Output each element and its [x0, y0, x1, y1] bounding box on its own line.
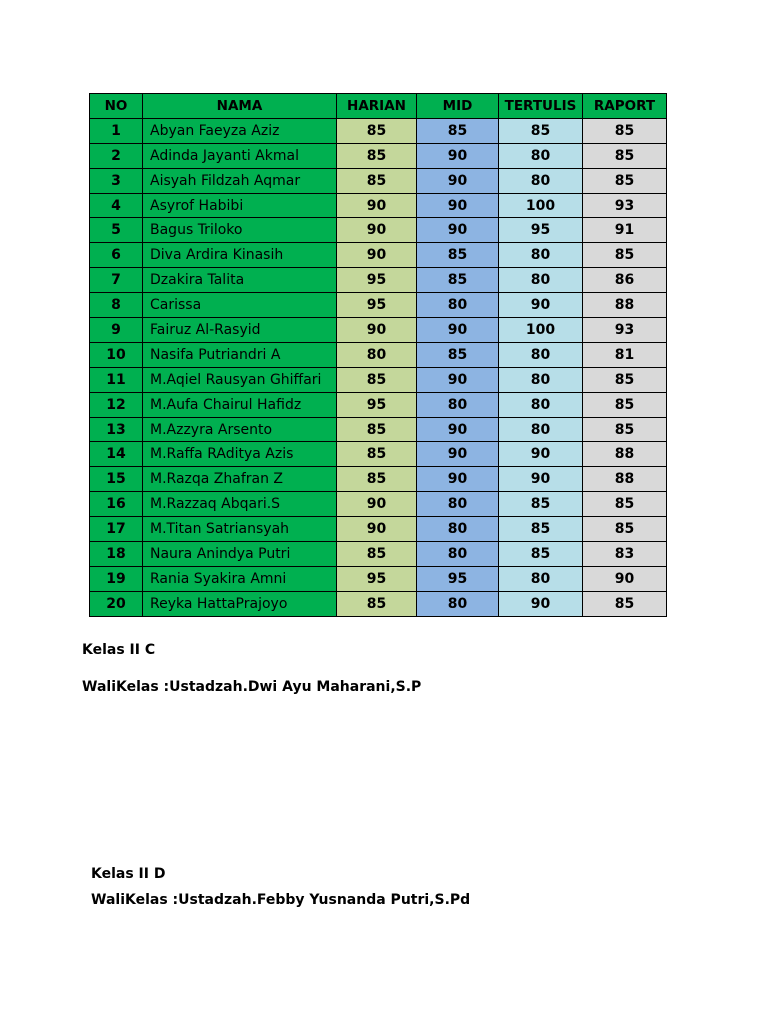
score-harian: 95: [337, 293, 417, 318]
score-harian: 85: [337, 591, 417, 616]
score-tertulis: 80: [499, 367, 583, 392]
score-harian: 85: [337, 367, 417, 392]
class-label-ii-c: Kelas II C: [82, 642, 156, 658]
score-tertulis: 80: [499, 143, 583, 168]
header-harian: HARIAN: [337, 94, 417, 119]
header-nama: NAMA: [143, 94, 337, 119]
table-row: [90, 318, 667, 343]
table-row: [90, 143, 667, 168]
score-raport: 85: [583, 492, 667, 517]
score-harian: 85: [337, 118, 417, 143]
student-name: Abyan Faeyza Aziz: [143, 118, 337, 143]
score-mid: 90: [417, 143, 499, 168]
student-name: Diva Ardira Kinasih: [143, 243, 337, 268]
table-row: [90, 542, 667, 567]
student-name: Bagus Triloko: [143, 218, 337, 243]
row-number: 17: [90, 517, 143, 542]
score-mid: 80: [417, 392, 499, 417]
table-row: [90, 243, 667, 268]
row-number: 20: [90, 591, 143, 616]
row-number: 13: [90, 417, 143, 442]
homeroom-teacher-ii-c: WaliKelas :Ustadzah.Dwi Ayu Maharani,S.P: [82, 679, 422, 695]
row-number: 19: [90, 566, 143, 591]
row-number: 1: [90, 118, 143, 143]
score-tertulis: 85: [499, 542, 583, 567]
header-raport: RAPORT: [583, 94, 667, 119]
score-harian: 90: [337, 517, 417, 542]
homeroom-teacher-ii-d: WaliKelas :Ustadzah.Febby Yusnanda Putri,S.Pd: [91, 892, 471, 908]
score-harian: 85: [337, 417, 417, 442]
score-tertulis: 80: [499, 392, 583, 417]
table-row: [90, 392, 667, 417]
score-harian: 95: [337, 268, 417, 293]
student-name: Nasifa Putriandri A: [143, 342, 337, 367]
table-row: [90, 193, 667, 218]
score-mid: 80: [417, 517, 499, 542]
student-name: Asyrof Habibi: [143, 193, 337, 218]
row-number: 5: [90, 218, 143, 243]
score-mid: 90: [417, 193, 499, 218]
score-harian: 90: [337, 193, 417, 218]
score-harian: 85: [337, 168, 417, 193]
student-name: Carissa: [143, 293, 337, 318]
header-row: [90, 94, 667, 119]
score-raport: 85: [583, 143, 667, 168]
row-number: 10: [90, 342, 143, 367]
score-mid: 90: [417, 442, 499, 467]
score-tertulis: 80: [499, 243, 583, 268]
score-raport: 93: [583, 193, 667, 218]
table-row: [90, 268, 667, 293]
table-row: [90, 118, 667, 143]
header-tertulis: TERTULIS: [499, 94, 583, 119]
row-number: 15: [90, 467, 143, 492]
row-number: 3: [90, 168, 143, 193]
score-mid: 80: [417, 293, 499, 318]
score-tertulis: 80: [499, 417, 583, 442]
score-raport: 85: [583, 367, 667, 392]
row-number: 2: [90, 143, 143, 168]
score-tertulis: 85: [499, 517, 583, 542]
row-number: 18: [90, 542, 143, 567]
score-mid: 80: [417, 542, 499, 567]
grades-table: [89, 93, 667, 617]
score-harian: 80: [337, 342, 417, 367]
score-mid: 85: [417, 342, 499, 367]
student-name: Naura Anindya Putri: [143, 542, 337, 567]
score-tertulis: 90: [499, 591, 583, 616]
score-raport: 85: [583, 168, 667, 193]
score-mid: 85: [417, 118, 499, 143]
row-number: 12: [90, 392, 143, 417]
table-row: [90, 417, 667, 442]
grades-body: [90, 118, 667, 616]
student-name: M.Azzyra Arsento: [143, 417, 337, 442]
score-tertulis: 95: [499, 218, 583, 243]
score-raport: 83: [583, 542, 667, 567]
table-row: [90, 442, 667, 467]
student-name: Adinda Jayanti Akmal: [143, 143, 337, 168]
student-name: Dzakira Talita: [143, 268, 337, 293]
table-row: [90, 293, 667, 318]
score-harian: 95: [337, 392, 417, 417]
score-raport: 88: [583, 442, 667, 467]
table-row: [90, 517, 667, 542]
row-number: 16: [90, 492, 143, 517]
score-mid: 90: [417, 168, 499, 193]
score-mid: 90: [417, 467, 499, 492]
score-mid: 90: [417, 318, 499, 343]
score-tertulis: 80: [499, 566, 583, 591]
student-name: Reyka HattaPrajoyo: [143, 591, 337, 616]
score-raport: 85: [583, 417, 667, 442]
score-mid: 85: [417, 268, 499, 293]
row-number: 8: [90, 293, 143, 318]
score-harian: 95: [337, 566, 417, 591]
class-label-ii-d: Kelas II D: [91, 866, 166, 882]
score-harian: 90: [337, 243, 417, 268]
score-raport: 86: [583, 268, 667, 293]
student-name: Rania Syakira Amni: [143, 566, 337, 591]
table-row: [90, 218, 667, 243]
score-tertulis: 90: [499, 293, 583, 318]
score-raport: 81: [583, 342, 667, 367]
score-harian: 85: [337, 467, 417, 492]
score-raport: 85: [583, 392, 667, 417]
score-harian: 90: [337, 318, 417, 343]
table-row: [90, 342, 667, 367]
student-name: M.Razzaq Abqari.S: [143, 492, 337, 517]
row-number: 7: [90, 268, 143, 293]
score-mid: 90: [417, 367, 499, 392]
score-raport: 90: [583, 566, 667, 591]
score-harian: 90: [337, 492, 417, 517]
header-no: NO: [90, 94, 143, 119]
score-raport: 85: [583, 591, 667, 616]
table-row: [90, 168, 667, 193]
score-raport: 85: [583, 243, 667, 268]
table-row: [90, 367, 667, 392]
score-raport: 88: [583, 467, 667, 492]
score-mid: 90: [417, 218, 499, 243]
score-raport: 85: [583, 517, 667, 542]
row-number: 9: [90, 318, 143, 343]
student-name: M.Razqa Zhafran Z: [143, 467, 337, 492]
score-tertulis: 90: [499, 442, 583, 467]
table-row: [90, 467, 667, 492]
score-tertulis: 85: [499, 492, 583, 517]
score-tertulis: 90: [499, 467, 583, 492]
score-tertulis: 85: [499, 118, 583, 143]
score-raport: 93: [583, 318, 667, 343]
score-mid: 80: [417, 591, 499, 616]
student-name: Aisyah Fildzah Aqmar: [143, 168, 337, 193]
score-harian: 85: [337, 542, 417, 567]
student-name: M.Raffa RAditya Azis: [143, 442, 337, 467]
score-harian: 90: [337, 218, 417, 243]
score-tertulis: 100: [499, 193, 583, 218]
table-row: [90, 566, 667, 591]
score-mid: 80: [417, 492, 499, 517]
row-number: 14: [90, 442, 143, 467]
score-tertulis: 100: [499, 318, 583, 343]
score-raport: 91: [583, 218, 667, 243]
table-row: [90, 492, 667, 517]
student-name: Fairuz Al-Rasyid: [143, 318, 337, 343]
header-mid: MID: [417, 94, 499, 119]
table-row: [90, 591, 667, 616]
score-harian: 85: [337, 143, 417, 168]
student-name: M.Aqiel Rausyan Ghiffari: [143, 367, 337, 392]
score-raport: 85: [583, 118, 667, 143]
score-raport: 88: [583, 293, 667, 318]
student-name: M.Aufa Chairul Hafidz: [143, 392, 337, 417]
score-mid: 90: [417, 417, 499, 442]
score-mid: 85: [417, 243, 499, 268]
student-name: M.Titan Satriansyah: [143, 517, 337, 542]
score-harian: 85: [337, 442, 417, 467]
score-tertulis: 80: [499, 342, 583, 367]
row-number: 11: [90, 367, 143, 392]
row-number: 4: [90, 193, 143, 218]
score-tertulis: 80: [499, 168, 583, 193]
row-number: 6: [90, 243, 143, 268]
score-tertulis: 80: [499, 268, 583, 293]
score-mid: 95: [417, 566, 499, 591]
